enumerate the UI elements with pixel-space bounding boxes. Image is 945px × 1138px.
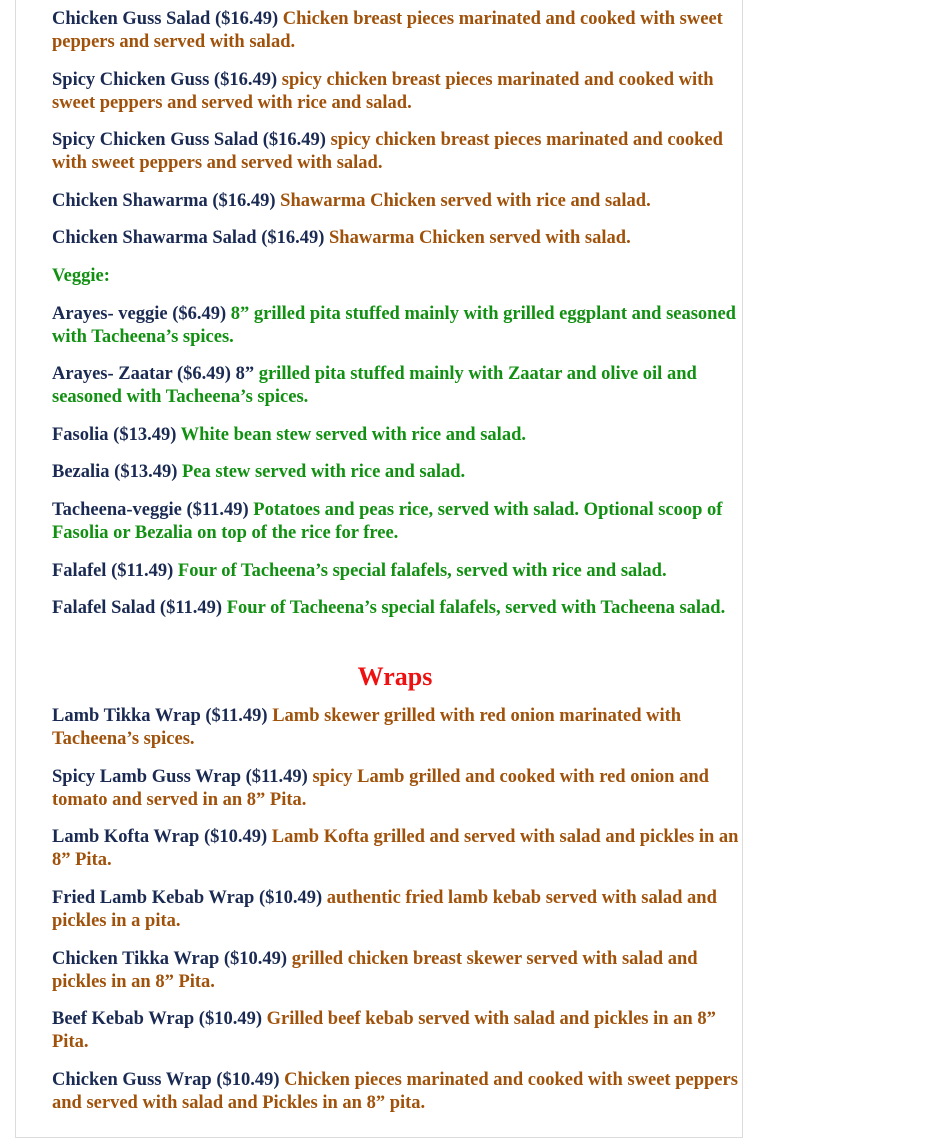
menu-item [52,363,742,409]
menu-item-description: spicy chicken breast pieces marinated and cooked with sweet peppers and served with salad. [52,130,723,174]
menu-item-description: White bean stew served with rice and salad. [180,424,526,445]
wraps-section-title: Wraps [357,662,433,692]
menu-item-description: 8” grilled pita stuffed mainly with grilled eggplant and seasoned with Tacheena’s spices. [52,303,736,347]
menu-item-name: Bezalia ($13.49) [52,462,178,483]
menu-item-description: Four of Tacheena’s special falafels, served with Tacheena salad. [226,598,726,619]
menu-item [52,1069,742,1115]
menu-item-name: Fasolia ($13.49) [52,424,177,445]
menu-item [52,129,742,175]
menu-item-description: Shawarma Chicken served with rice and salad. [280,190,651,211]
menu-item-name: Chicken Shawarma Salad ($16.49) [52,228,325,249]
veggie-section-label: Veggie: [52,265,110,286]
menu-item-description: grilled chicken breast skewer served with salad and pickles in an 8” Pita. [52,948,698,992]
menu-item-name: Chicken Shawarma ($16.49) [52,190,276,211]
menu-item-name: Spicy Chicken Guss Salad ($16.49) [52,130,326,151]
menu-item-name: Lamb Tikka Wrap ($11.49) [52,706,268,727]
menu-item-name: Chicken Guss Wrap ($10.49) [52,1069,280,1090]
menu-item [52,826,742,872]
menu-item-name: Spicy Lamb Guss Wrap ($11.49) [52,766,308,787]
menu-item-description: Grilled beef kebab served with salad and pickles in an 8” Pita. [52,1009,716,1053]
menu-item-description: Four of Tacheena’s special falafels, served with rice and salad. [177,560,667,581]
menu-item-description: Shawarma Chicken served with salad. [329,228,631,249]
menu-item-description: Pea stew served with rice and salad. [182,462,466,483]
menu-item [52,227,742,250]
menu-item [52,948,742,994]
veggie-items [52,303,742,621]
menu-item [52,303,742,349]
menu-item-description: authentic fried lamb kebab served with salad and pickles in a pita. [52,887,717,931]
menu-item-name: Arayes- Zaatar ($6.49) 8” [52,364,255,385]
menu-item-name: Tacheena-veggie ($11.49) [52,499,249,520]
menu-item-description: spicy Lamb grilled and cooked with red onion and tomato and served in an 8” Pita. [52,766,709,810]
wraps-items [52,705,742,1115]
menu-item [52,424,742,447]
menu-item-name: Beef Kebab Wrap ($10.49) [52,1009,263,1030]
menu-item [52,560,742,583]
menu-item [52,766,742,812]
menu-item-name: Arayes- veggie ($6.49) [52,303,227,324]
menu-item-name: Lamb Kofta Wrap ($10.49) [52,827,268,848]
menu-item-description: Chicken breast pieces marinated and cooked with sweet peppers and served with salad. [52,9,723,52]
menu-item [52,69,742,115]
menu-content [52,8,742,1129]
menu-item-description: Chicken pieces marinated and cooked with sweet peppers and served with salad and Pickles in an 8” pita. [52,1069,738,1113]
menu-item [52,499,742,545]
menu-item [52,887,742,933]
menu-item-description: Lamb Kofta grilled and served with salad and pickles in an 8” Pita. [52,827,739,871]
chicken-items [52,8,742,250]
menu-item-name: Fried Lamb Kebab Wrap ($10.49) [52,887,323,908]
menu-item-name: Chicken Guss Salad ($16.49) [52,9,279,29]
menu-item-name: Chicken Tikka Wrap ($10.49) [52,948,288,969]
menu-item [52,8,742,54]
menu-item [52,461,742,484]
menu-item [52,190,742,213]
menu-panel [15,0,743,1138]
menu-item-description: Potatoes and peas rice, served with salad. Optional scoop of Fasolia or Bezalia on top of the rice for free. [52,499,723,543]
menu-item [52,597,742,620]
menu-item-name: Falafel ($11.49) [52,560,174,581]
menu-item-description: Lamb skewer grilled with red onion marinated with Tacheena’s spices. [52,706,682,750]
menu-item-description: spicy chicken breast pieces marinated and cooked with sweet peppers and served with rice and salad. [52,69,714,113]
menu-item-description: grilled pita stuffed mainly with Zaatar and olive oil and seasoned with Tacheena’s spices. [52,364,697,408]
menu-item [52,705,742,751]
menu-item [52,1008,742,1054]
menu-item-name: Spicy Chicken Guss ($16.49) [52,69,278,90]
menu-item-name: Falafel Salad ($11.49) [52,598,223,619]
